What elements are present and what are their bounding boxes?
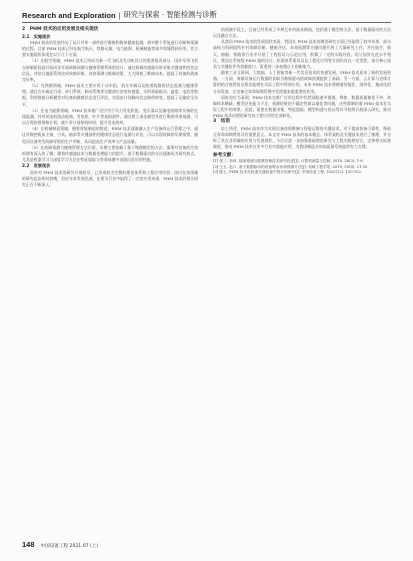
paragraph: 国外对 PHM 技术的研究开展较早，已形成较为完整的理论体系和工程应用经验；国内在该领域的研究起步相对较晚，但近年来发展迅速，在相关行业中取得了一定的应用成果，PHM 技术的相关研究正在不断深入。	[22, 169, 198, 187]
paragraph: （5）在故障预测与健康管理方法层面，早期主要依赖于基于物理模型的方法，需要对设备的失效机理有深入的了解；随着传感器技术与数据处理能力的提升，基于数据驱动的方法逐渐成为研究热点，尤其是机器学习与深度学习方法在特征提取与寿命预测中表现出良好的性能。	[22, 144, 198, 162]
paragraph: 的预测手段上，目前已经形成了多种互补的技术路线，包括基于模型的方法、基于数据驱动的方法以及融合方法。	[213, 27, 391, 39]
header-rule	[22, 22, 391, 23]
header-separator: |	[118, 10, 121, 20]
right-column	[213, 27, 391, 176]
reference-item: [1] 张三, 李四. 故障预测与健康管理技术研究综述[J]. 计算机测量与控制, 2018, 26(3): 1-6.	[213, 159, 364, 164]
paragraph: （3）在电力能源领域，PHM 技术被广泛应用于风力发电机组、变压器以及输电线路等设备的在线监测。针对风电机组齿轮箱、发电机、叶片等易损部件，通过建立退化模型并进行剩余寿命预测，可以合理安排维修计划，减少非计划停机时间，提升发电效率。	[22, 107, 198, 126]
paragraph: （4）在机械制造领域，随着智能制造的推进，PHM 技术逐渐融入生产设备的运行管理之中。通过对数控机床主轴、刀具、轴承等关键部件的健康状态进行监测与评估，可以实现故障的早期预警，避免因设备突发故障导致的生产中断，从而提高生产效率与产品质量。	[22, 126, 198, 144]
paragraph: 综上所述，PHM 技术作为实现设备视情维修与智能运维的关键技术，对于提高装备可靠性、降低全寿命周期费用具有重要意义。本文对 PHM 技术的基本概念、体系架构及关键技术进行了梳理，并分析了其在各领域的应用与发展现状。今后应进一步加强基础理论研究与工程实践相结合，完善相关标准规范，推动 PHM 技术在更多行业中落地应用，为我国制造业的高质量发展提供有力支撑。	[213, 125, 391, 150]
header-section-en: Research and Exploration	[22, 10, 116, 20]
reference-item: [3] 陈七. PHM 技术在轨道交通装备中的应用研究[J]. 中国设备工程, 2020(12): 150-152.	[213, 170, 363, 175]
paragraph: （2）在铁路领域，PHM 技术主要应用于动车组、机车车辆以及轨道线路的状态监测与健康管理。通过在车辆走行部、牵引系统、制动系统等关键部位安装传感器，实时获取振动、温度、电流等数据，利用数据分析模型对设备的健康状态进行评估，实现由计划修向状态修的转变，提高了运输安全水平。	[22, 83, 198, 107]
page-footer	[22, 540, 98, 549]
paragraph: 随着工业互联网、大数据、人工智能等新一代信息技术的快速发展，PHM 技术迎来了新的发展机遇。一方面，海量设备运行数据的获取为数据驱动的故障预测提供了基础；另一方面，云计算与边缘计算的结合使得复杂算法能够在实际工程中得到应用。未来 PHM 技术将朝着智能化、网络化、集成化的方向发展，在设备全寿命周期管理中发挥越来越重要的作用。	[213, 70, 391, 94]
section-3-heading: 3 结语	[213, 119, 230, 125]
subsection-2-1-heading: 2.1 实施现状	[22, 33, 51, 39]
page-number: 148	[22, 540, 35, 549]
journal-name: 中国设备工程 2021.07 (上)	[40, 544, 99, 549]
left-column	[22, 27, 198, 188]
paragraph: 从我国 PHM 技术的发展现状来看，我国在 PHM 技术的理论研究方面已经取得了较多成果，部分高校与科研院所针对故障诊断、健康评估、寿命预测等关键问题开展了大量研究工作，并在航空、航天、船舶、铁路等行业中开展了工程验证与示范应用，积累了一定的实践经验。但与国外先进水平相比，我国在系统级 PHM 架构设计、标准体系建设以及工程化应用等方面仍存在一定差距，部分核心技术与关键软件仍依赖进口，需要进一步加强自主创新能力。	[213, 39, 391, 69]
paragraph: PHM 技术的发展经历了从只对单一部件进行维修和简单健康监测，到对整个系统进行诊断和预测的过程。目前 PHM 技术已经在航空航天、铁路运输、电力能源、机械制造等诸多领域得到应用，其主要实施现状体现在以下几个方面。	[22, 40, 198, 58]
paragraph: 同时也应当看到，PHM 技术在推广应用过程中仍然面临诸多挑战，例如：数据质量参差不齐、故障样本稀缺、模型泛化能力不足、预测结果的不确定性难以量化等问题，这些都制约着 PHM 技术在实际工程中的效果。因此，需要在数据采集、特征提取、模型构建与验证等环节持续开展深入研究，推动 PHM 技术由理论研究向工程应用的全面转化。	[213, 94, 391, 119]
paragraph: （1）在航空领域，PHM 技术已经成为新一代飞机及发动机设计的重要组成部分，国外军用飞机在研制阶段就开始同步开展故障预测与健康管理系统的设计，通过机载传感器实时采集关键部件的状态信息，并结合地面系统完成故障诊断、寿命预测与维修决策，大大降低了维修成本，提高了装备的战备完好率。	[22, 58, 198, 82]
running-header	[22, 8, 391, 22]
reference-item: [2] 王五, 赵六. 基于数据驱动的设备剩余寿命预测方法[J]. 机械工程学报, 2019, 55(8): 21-30.	[213, 164, 369, 169]
section-2-heading: 2 PHM 技术的应用发展及相关现状	[22, 27, 99, 32]
subsection-2-2-heading: 2.2 发展现状	[22, 163, 51, 169]
header-section-cn: 研究与探索 · 智能检测与诊断	[123, 10, 217, 19]
references-heading: 参考文献：	[213, 152, 236, 158]
